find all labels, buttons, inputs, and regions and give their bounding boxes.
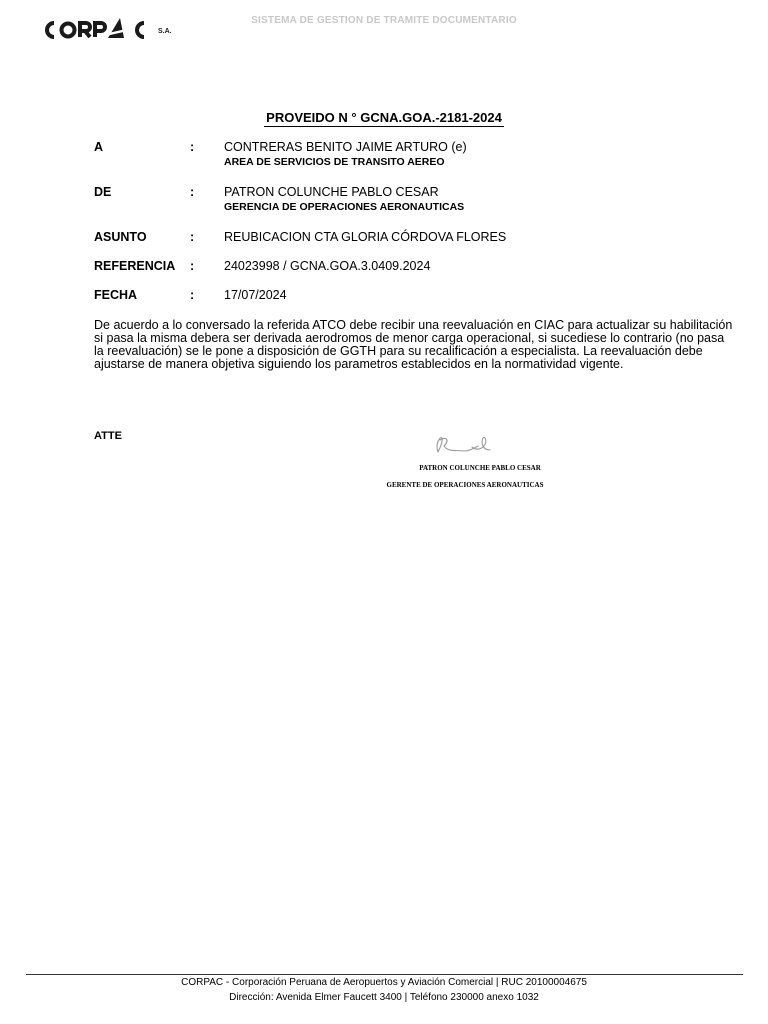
field-to-label: A xyxy=(94,140,104,154)
document-title: PROVEIDO N ° GCNA.GOA.-2181-2024 xyxy=(266,110,502,125)
field-subject-label: ASUNTO xyxy=(94,230,147,244)
field-reference-value: 24023998 / GCNA.GOA.3.0409.2024 xyxy=(224,259,431,273)
field-subject-value: REUBICACION CTA GLORIA CÓRDOVA FLORES xyxy=(224,230,507,244)
field-reference-label: REFERENCIA xyxy=(94,259,176,273)
field-to-value: CONTRERAS BENITO JAIME ARTURO (e) xyxy=(224,140,467,154)
footer-address: Dirección: Avenida Elmer Faucett 3400 | Teléfono 230000 anexo 1032 xyxy=(229,992,539,1003)
field-from-value: PATRON COLUNCHE PABLO CESAR xyxy=(224,185,439,199)
field-subject-colon: : xyxy=(190,230,195,244)
field-from-area: GERENCIA DE OPERACIONES AERONAUTICAS xyxy=(224,201,465,213)
system-title: SISTEMA DE GESTION DE TRAMITE DOCUMENTARIO xyxy=(251,15,517,26)
footer-divider xyxy=(26,974,743,975)
field-from-label: DE xyxy=(94,185,112,199)
field-date-colon: : xyxy=(190,288,195,302)
field-reference-colon: : xyxy=(190,259,195,273)
signatory-role: GERENTE DE OPERACIONES AERONAUTICAS xyxy=(386,481,544,489)
handwritten-signature xyxy=(430,430,510,460)
footer-company: CORPAC - Corporación Peruana de Aeropuertos y Aviación Comercial | RUC 20100004675 xyxy=(181,977,587,988)
field-to-area: AREA DE SERVICIOS DE TRANSITO AEREO xyxy=(224,156,445,168)
field-from-colon: : xyxy=(190,185,195,199)
closing-text: ATTE xyxy=(94,430,122,442)
logo-suffix: S.A. xyxy=(158,28,172,35)
field-date-value: 17/07/2024 xyxy=(224,288,287,302)
body-paragraph: De acuerdo a lo conversado la referida ATCO debe recibir una reevaluación en CIAC para actualizar su habilitación si pasa la misma debera ser derivada aerodromos de menor carga operacional, si sucediese lo contrario (no pasa la reevaluación) se le pone a disposición de GGTH para su recalificación a especialista. La reevaluación debe ajustarse de manera objetiva siguiendo los parametros establecidos en la normatividad vigente. xyxy=(94,318,733,371)
field-to-colon: : xyxy=(190,140,195,154)
signatory-name: PATRON COLUNCHE PABLO CESAR xyxy=(419,464,541,472)
field-date-label: FECHA xyxy=(94,288,138,302)
